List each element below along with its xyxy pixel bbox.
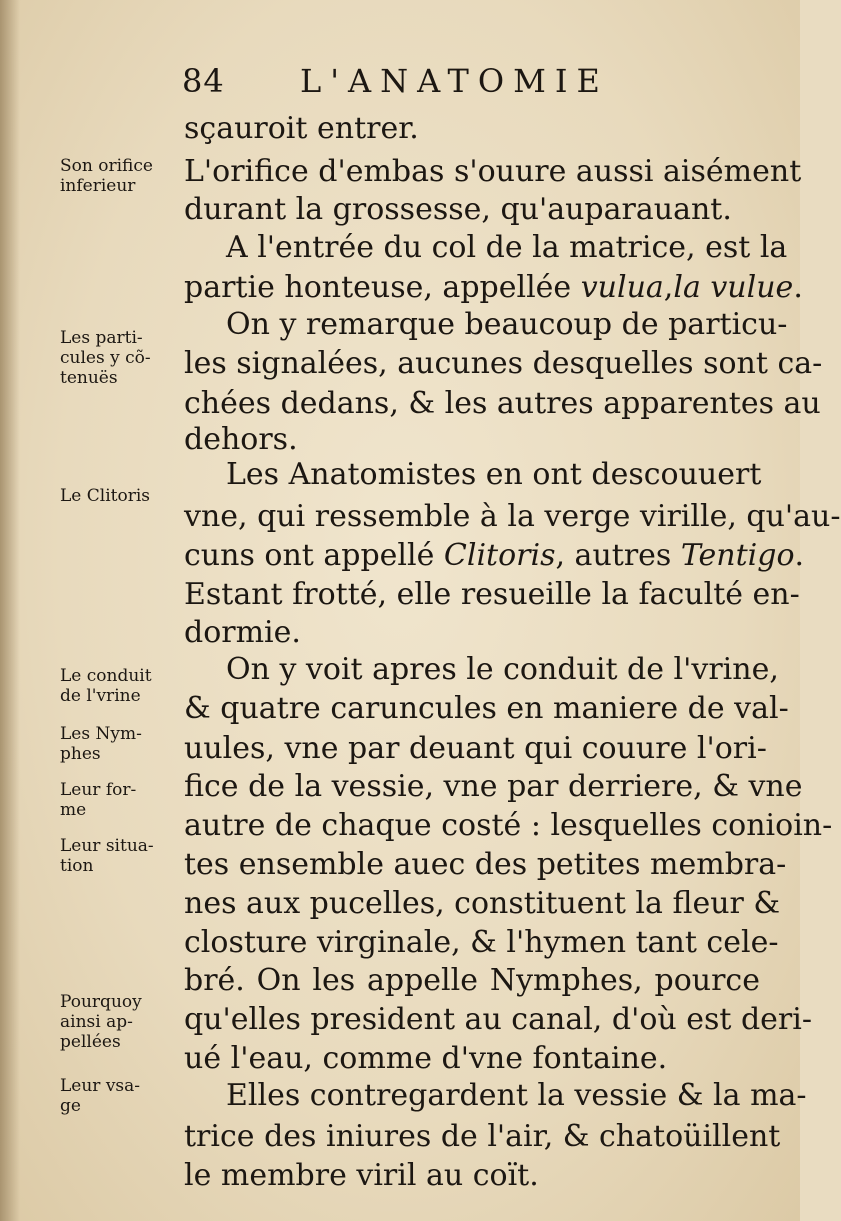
text-run: , autres xyxy=(555,538,681,573)
margin-note-line: pellées xyxy=(60,1032,121,1052)
text-run: . xyxy=(793,270,803,305)
text-line: dormie. xyxy=(184,615,301,650)
text-line: A l'entrée du col de la matrice, est la xyxy=(226,230,788,265)
text-run: cuns ont appellé xyxy=(184,538,444,573)
margin-note-line: inferieur xyxy=(60,176,136,196)
text-line: autre de chaque costé : lesquelles conioin- xyxy=(184,808,833,843)
italic-term: Tentigo xyxy=(680,538,795,573)
text-line: dehors. xyxy=(184,422,298,457)
margin-note-line: Son orifice xyxy=(60,156,153,176)
margin-note-line: ainsi ap- xyxy=(60,1012,133,1032)
text-line: closture virginale, & l'hymen tant cele- xyxy=(184,925,779,960)
margin-note-line: me xyxy=(60,800,87,820)
text-line: Les Anatomistes en ont descouuert xyxy=(226,457,762,492)
text-line: Estant frotté, elle resueille la faculté en- xyxy=(184,577,800,612)
text-line: les signalées, aucunes desquelles sont ca- xyxy=(184,346,823,381)
text-line: On y voit apres le conduit de l'vrine, xyxy=(226,652,779,687)
text-line: chées dedans, & les autres apparentes au xyxy=(184,386,821,421)
text-line: ué l'eau, comme d'vne fontaine. xyxy=(184,1041,668,1076)
margin-note xyxy=(60,992,180,1052)
text-line: tes ensemble auec des petites membra- xyxy=(184,847,787,882)
margin-note-line: cules y cõ- xyxy=(60,348,151,368)
text-line xyxy=(184,269,803,307)
margin-note-line: tenuës xyxy=(60,368,118,388)
text-line: vne, qui ressemble à la verge virille, qu'au- xyxy=(184,499,841,534)
running-title: L'ANATOMIE xyxy=(300,62,609,100)
margin-note-line: Leur for- xyxy=(60,780,137,800)
margin-note xyxy=(60,328,180,388)
margin-note xyxy=(60,1076,180,1116)
margin-note-line: Leur situa- xyxy=(60,836,154,856)
text-line: Elles contregardent la vessie & la ma- xyxy=(226,1078,807,1113)
text-line: sçauroit entrer. xyxy=(184,111,419,146)
margin-note-line: Les parti- xyxy=(60,328,143,348)
text-run: , xyxy=(663,270,674,305)
margin-note-line: de l'vrine xyxy=(60,686,141,706)
margin-note xyxy=(60,724,180,764)
text-line: nes aux pucelles, constituent la fleur & xyxy=(184,886,781,921)
margin-note-line: tion xyxy=(60,856,94,876)
text-run: . xyxy=(794,538,805,573)
text-line: qu'elles president au canal, d'où est deri- xyxy=(184,1002,813,1037)
margin-note xyxy=(60,666,180,706)
text-line: durant la grossesse, qu'auparauant. xyxy=(184,192,732,227)
page-number: 84 xyxy=(182,62,225,100)
margin-note-line: phes xyxy=(60,744,101,764)
italic-term: Clitoris xyxy=(443,538,556,573)
margin-note-line: Le Clitoris xyxy=(60,486,150,506)
text-line: bré. On les appelle Nymphes, pource xyxy=(184,963,760,998)
margin-note xyxy=(60,780,180,820)
text-line: L'orifice d'embas s'ouure aussi aisément xyxy=(184,154,802,189)
text-line: On y remarque beaucoup de particu- xyxy=(226,307,788,342)
margin-note-line: ge xyxy=(60,1096,81,1116)
text-line: uules, vne par deuant qui couure l'ori- xyxy=(184,731,767,766)
italic-term: vulua xyxy=(580,270,664,305)
margin-note xyxy=(60,156,180,196)
text-line: fice de la vessie, vne par derriere, & vne xyxy=(184,769,803,804)
margin-note-line: Les Nym- xyxy=(60,724,142,744)
margin-note-line: Leur vsa- xyxy=(60,1076,141,1096)
margin-note xyxy=(60,486,180,506)
margin-note xyxy=(60,836,180,876)
page-header xyxy=(182,62,652,112)
margin-note-line: Le conduit xyxy=(60,666,152,686)
margin-note-line: Pourquoy xyxy=(60,992,142,1012)
text-run: partie honteuse, appellée xyxy=(184,270,581,305)
text-line xyxy=(184,537,805,575)
text-line: trice des iniures de l'air, & chatoüillent xyxy=(184,1119,781,1154)
text-line: le membre viril au coït. xyxy=(184,1158,539,1193)
italic-term: la vulue xyxy=(673,270,794,305)
text-line: & quatre caruncules en maniere de val- xyxy=(184,691,789,726)
page-edge-shadow xyxy=(0,0,20,1221)
